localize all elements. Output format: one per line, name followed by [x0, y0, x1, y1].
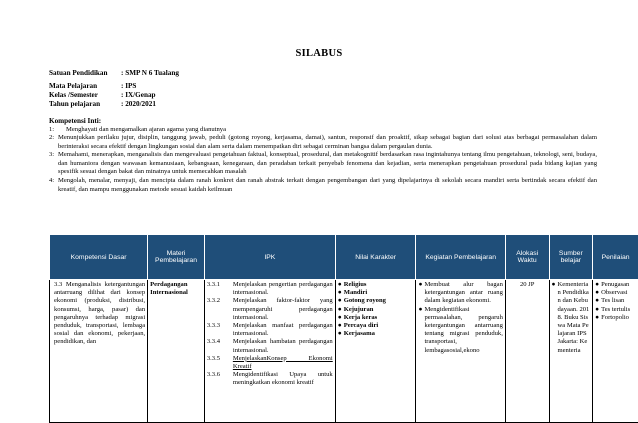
- meta-row-year: [49, 100, 156, 109]
- nilai-item: [338, 281, 414, 289]
- meta-value: : 2020/2021: [121, 100, 156, 108]
- penilaian-text: Observasi: [601, 289, 627, 297]
- cell-kegiatan: [416, 280, 505, 423]
- kegiatan-text: Membuat alur bagan ketergantungan antar ruang dalam kegiatan ekonomi.: [424, 281, 502, 306]
- ki-number: 4:: [49, 177, 54, 186]
- syllabus-table: [49, 234, 638, 423]
- meta-key: Kelas /Semester: [49, 91, 121, 100]
- ipk-number: 3.3.6: [207, 371, 233, 387]
- header-sumber: Sumber belajar: [549, 235, 593, 280]
- ki-text: Mengolah, menalar, menyaji, dan mencipta dalam ranah konkret dan ranah abstrak terkait dengan pengembangan dari yang dipelajarinya di sekolah secara mandiri serta bertindak secara efektif dan kreatif, dan mampu menggunakan metode sesuai kaidah keilmuan: [49, 177, 597, 194]
- kegiatan-item: [418, 281, 502, 306]
- nilai-text: Kerjasama: [344, 330, 375, 338]
- ipk-text: Menjelaskan faktor-faktor yang mempengaruhi perdagangan internasional.: [233, 297, 333, 322]
- ipk-item: [207, 371, 333, 387]
- header-penilaian: Penilaian: [593, 235, 638, 280]
- penilaian-text: Tes tertulis: [601, 306, 630, 314]
- ipk-text: Mengidentifikasi Upaya untuk meningkatkan ekonomi kreatif: [233, 371, 333, 387]
- ki-text: Menunjukkan perilaku jujur, disiplin, tanggung jawab, peduli (gotong royong, kerjasama, damai), santun, responsif dan proaktif, sikap sebagai bagian dari solusi atas berbagai permasalahan dalam berinteraksi secara efektif dengan lingkungan sosial dan alam serta dalam menempatkan diri sebagai cerminan bangsa dalam pergaulan dunia.: [49, 134, 597, 151]
- ki-item-2: [49, 134, 597, 151]
- meta-key: Tahun pelajaran: [49, 100, 121, 109]
- nilai-item: [338, 330, 414, 338]
- ipk-text: Menjelaskan manfaat perdagangan internasional.: [233, 322, 333, 338]
- meta-row-school: [49, 69, 179, 78]
- nilai-item: [338, 314, 414, 322]
- meta-value: : IPS: [121, 82, 136, 90]
- bullet-icon: ●: [338, 297, 344, 305]
- meta-key: Satuan Pendidikan: [49, 69, 121, 78]
- kegiatan-item: [418, 306, 502, 355]
- ki-text: Menghayati dan mengamalkan ajaran agama yang dianutnya: [49, 126, 597, 135]
- ipk-number: 3.3.1: [207, 281, 233, 297]
- ipk-number: 3.3.4: [207, 338, 233, 354]
- cell-sumber: [549, 280, 593, 423]
- bullet-icon: ●: [338, 289, 344, 297]
- ipk-item: [207, 338, 333, 354]
- header-kompetensi-dasar: Kompetensi Dasar: [50, 235, 148, 280]
- nilai-text: Gotong royong: [344, 297, 386, 305]
- header-nilai-karakter: Nilai Karakter: [335, 235, 416, 280]
- bullet-icon: ●: [338, 330, 344, 338]
- penilaian-item: [595, 297, 636, 305]
- penilaian-text: Penugasan: [601, 281, 629, 289]
- penilaian-item: [595, 281, 636, 289]
- penilaian-item: [595, 306, 636, 314]
- cell-kd: [50, 280, 148, 423]
- nilai-item: [338, 306, 414, 314]
- bullet-icon: ●: [595, 297, 601, 305]
- penilaian-text: Fortopolio: [601, 314, 629, 322]
- nilai-item: [338, 297, 414, 305]
- ipk-number: 3.3.3: [207, 322, 233, 338]
- ki-item-3: [49, 151, 597, 177]
- ki-number: 1:: [49, 126, 54, 135]
- bullet-icon: ●: [418, 281, 424, 306]
- ipk-number: 3.3.2: [207, 297, 233, 322]
- bullet-icon: ●: [595, 281, 601, 289]
- meta-value: : IX/Genap: [121, 91, 156, 99]
- ki-item-4: [49, 177, 597, 194]
- alokasi-text: 20 JP: [520, 281, 534, 288]
- ipk-item: [207, 297, 333, 322]
- penilaian-text: Tes lisan: [601, 297, 624, 305]
- bullet-icon: ●: [595, 289, 601, 297]
- nilai-item: [338, 322, 414, 330]
- meta-value: : SMP N 6 Tualang: [121, 69, 179, 77]
- sumber-item: [552, 281, 591, 355]
- bullet-icon: ●: [418, 306, 424, 355]
- nilai-text: Mandiri: [344, 289, 367, 297]
- cell-ipk: [204, 280, 335, 423]
- ipk-number: 3.3.5: [207, 355, 233, 371]
- nilai-item: [338, 289, 414, 297]
- penilaian-item: [595, 289, 636, 297]
- meta-row-class: [49, 91, 156, 100]
- bullet-icon: ●: [338, 322, 344, 330]
- bullet-icon: ●: [552, 281, 558, 355]
- ipk-item: [207, 355, 333, 371]
- ipk-item: [207, 322, 333, 338]
- table-row: [50, 280, 638, 423]
- bullet-icon: ●: [595, 314, 601, 322]
- ipk-text: Menjelaskan hambatan perdagangan internasional.: [233, 338, 333, 354]
- header-kegiatan: Kegiatan Pembelajaran: [416, 235, 505, 280]
- header-materi: Materi Pembelajaran: [148, 235, 205, 280]
- kegiatan-text: Mengidentifikasi permasalahan, pengaruh ketergantungan antarruang tentang migrasi penduduk, transportasi, lembagasosial,ekono: [424, 306, 502, 355]
- nilai-text: Kerja keras: [344, 314, 378, 322]
- nilai-text: Religius: [344, 281, 367, 289]
- ipk-item: [207, 281, 333, 297]
- sumber-text: Kementerian Pendidikan dan Kebudayaan. 2018. Buku Siswa Mata Pelajaran IPS Jakarta: Kementeria: [558, 281, 591, 355]
- ki-number: 3:: [49, 151, 54, 160]
- ipk-text: Menjelaskan pengertian perdagangan internasional.: [233, 281, 333, 297]
- meta-row-subject: [49, 82, 136, 91]
- ipk-text: MenjelaskanKonsep Ekonomi Kreatif: [233, 355, 333, 371]
- bullet-icon: ●: [595, 306, 601, 314]
- bullet-icon: ●: [338, 281, 344, 289]
- kd-text: 3.3 Menganalisis ketergantungan antarruang dilihat dari konsep ekonomi (produksi, distribusi, konsumsi, harga, pasar) dan pengaruhnya terhadap migrasi penduduk, transportasi, lembaga sosial dan ekonomi, pekerjaan, pendidikan, dan: [54, 281, 145, 345]
- nilai-text: Kejujuran: [344, 306, 374, 314]
- table-header-row: [50, 235, 638, 280]
- cell-materi: [148, 280, 205, 423]
- materi-text: Perdagangan Internasional: [150, 281, 188, 296]
- bullet-icon: ●: [338, 306, 344, 314]
- meta-key: Mata Pelajaran: [49, 82, 121, 91]
- nilai-text: Percaya diri: [344, 322, 379, 330]
- header-ipk: IPK: [204, 235, 335, 280]
- penilaian-item: [595, 314, 636, 322]
- header-alokasi: Alokasi Waktu: [505, 235, 549, 280]
- cell-alokasi: [505, 280, 549, 423]
- document-title: SILABUS: [0, 48, 638, 59]
- bullet-icon: ●: [338, 314, 344, 322]
- ki-number: 2:: [49, 134, 54, 143]
- cell-nilai-karakter: [335, 280, 416, 423]
- ki-text: Memahami, menerapkan, menganalisis dan mengevaluasi pengetahuan faktual, konseptual, prosedural, dan metakognitif berdasarkan rasa ingintahunya tentang ilmu pengetahuan, teknologi, seni, budaya, dan humaniora dengan wawasan kemanusiaan, kebangsaan, kenegaraan, dan peradaban terkait penyebab fenomena dan kejadian, serta menerapkan pengetahuan prosedural pada bidang kajian yang spesifik sesuai dengan bakat dan minatnya untuk memecahkan masalah: [49, 151, 597, 177]
- ki-heading: Kompetensi Inti:: [49, 117, 101, 125]
- cell-penilaian: [593, 280, 638, 423]
